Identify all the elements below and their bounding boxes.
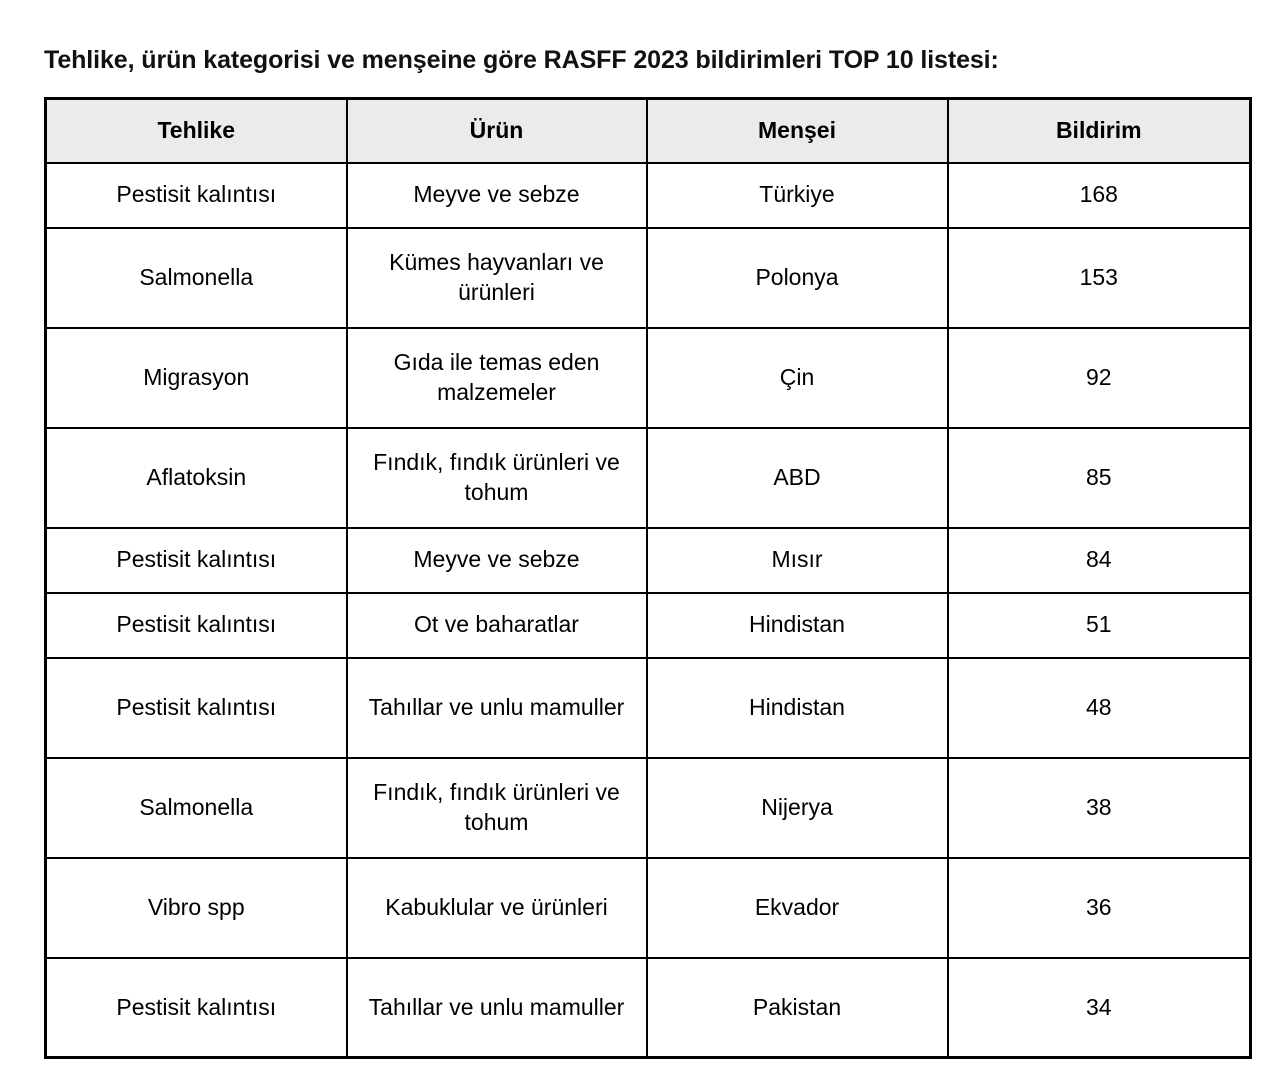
table-container: [44, 97, 1249, 1059]
column-header-bildirim: Bildirim: [948, 99, 1251, 163]
cell-text-bildirim: 168: [1079, 181, 1118, 208]
cell-text-mensei: Pakistan: [752, 993, 842, 1020]
cell-text-bildirim: 92: [1085, 363, 1112, 390]
cell-text-bildirim: 38: [1085, 793, 1112, 820]
table-row: [46, 528, 1251, 593]
cell-bildirim: [948, 228, 1251, 328]
cell-text-mensei: Mısır: [771, 546, 823, 573]
cell-bildirim: [948, 528, 1251, 593]
cell-mensei: [647, 658, 948, 758]
cell-text-urun: Fındık, fındık ürünleri ve tohum: [373, 779, 620, 835]
cell-text-mensei: Çin: [779, 363, 815, 390]
cell-text-mensei: Türkiye: [759, 181, 835, 208]
cell-tehlike: [46, 958, 347, 1058]
page-title: Tehlike, ürün kategorisi ve menşeine göre RASFF 2023 bildirimleri TOP 10 listesi:: [44, 45, 999, 74]
cell-tehlike: [46, 858, 347, 958]
cell-bildirim: [948, 593, 1251, 658]
cell-tehlike: [46, 658, 347, 758]
cell-urun: [347, 228, 647, 328]
cell-bildirim: [948, 658, 1251, 758]
cell-urun: [347, 858, 647, 958]
cell-text-mensei: Hindistan: [749, 693, 845, 720]
cell-text-bildirim: 36: [1085, 893, 1112, 920]
cell-bildirim: [948, 163, 1251, 228]
cell-text-bildirim: 48: [1085, 693, 1112, 720]
cell-urun: [347, 328, 647, 428]
cell-text-bildirim: 84: [1085, 546, 1112, 573]
cell-text-tehlike: Pestisit kalıntısı: [116, 993, 277, 1020]
table-row: [46, 958, 1251, 1058]
cell-mensei: [647, 858, 948, 958]
cell-text-bildirim: 51: [1085, 611, 1112, 638]
table-row: [46, 328, 1251, 428]
rasff-top10-table: [44, 97, 1252, 1059]
cell-tehlike: [46, 328, 347, 428]
table-row: [46, 593, 1251, 658]
cell-tehlike: [46, 593, 347, 658]
cell-text-tehlike: Pestisit kalıntısı: [116, 611, 277, 638]
cell-text-mensei: ABD: [773, 463, 821, 490]
cell-mensei: [647, 328, 948, 428]
cell-text-urun: Tahıllar ve unlu mamuller: [368, 693, 625, 720]
cell-urun: [347, 528, 647, 593]
cell-text-tehlike: Pestisit kalıntısı: [116, 546, 277, 573]
table-row: [46, 858, 1251, 958]
cell-text-mensei: Polonya: [755, 263, 839, 290]
cell-text-tehlike: Aflatoksin: [146, 463, 247, 490]
column-header-tehlike: Tehlike: [46, 99, 347, 163]
cell-text-bildirim: 85: [1085, 463, 1112, 490]
table-row: [46, 228, 1251, 328]
cell-tehlike: [46, 528, 347, 593]
cell-text-mensei: Ekvador: [754, 893, 840, 920]
cell-text-tehlike: Salmonella: [139, 263, 254, 290]
table-body: [46, 163, 1251, 1058]
cell-bildirim: [948, 428, 1251, 528]
cell-urun: [347, 163, 647, 228]
cell-bildirim: [948, 958, 1251, 1058]
cell-text-urun: Gıda ile temas eden malzemeler: [393, 349, 600, 405]
cell-text-urun: Meyve ve sebze: [413, 546, 580, 573]
table-header-row: [46, 99, 1251, 163]
cell-bildirim: [948, 328, 1251, 428]
cell-urun: [347, 428, 647, 528]
cell-bildirim: [948, 858, 1251, 958]
cell-tehlike: [46, 428, 347, 528]
table-header: [46, 99, 1251, 163]
table-row: [46, 163, 1251, 228]
table-row: [46, 758, 1251, 858]
cell-urun: [347, 758, 647, 858]
column-header-mensei: Menşei: [647, 99, 948, 163]
cell-bildirim: [948, 758, 1251, 858]
cell-mensei: [647, 428, 948, 528]
cell-text-urun: Kabuklular ve ürünleri: [385, 893, 608, 920]
cell-text-tehlike: Salmonella: [139, 793, 254, 820]
table-row: [46, 428, 1251, 528]
cell-text-tehlike: Pestisit kalıntısı: [116, 181, 277, 208]
cell-text-urun: Fındık, fındık ürünleri ve tohum: [373, 449, 620, 505]
cell-text-urun: Ot ve baharatlar: [414, 611, 579, 638]
cell-mensei: [647, 228, 948, 328]
table-row: [46, 658, 1251, 758]
cell-mensei: [647, 163, 948, 228]
cell-mensei: [647, 958, 948, 1058]
cell-mensei: [647, 593, 948, 658]
cell-text-tehlike: Migrasyon: [143, 363, 250, 390]
cell-mensei: [647, 758, 948, 858]
cell-text-urun: Meyve ve sebze: [413, 181, 580, 208]
cell-text-mensei: Hindistan: [749, 611, 845, 638]
cell-text-urun: Tahıllar ve unlu mamuller: [368, 993, 625, 1020]
cell-mensei: [647, 528, 948, 593]
cell-urun: [347, 958, 647, 1058]
cell-tehlike: [46, 163, 347, 228]
cell-urun: [347, 593, 647, 658]
cell-text-urun: Kümes hayvanları ve ürünleri: [389, 249, 604, 305]
cell-text-bildirim: 34: [1085, 993, 1112, 1020]
cell-text-tehlike: Vibro spp: [147, 893, 245, 920]
cell-urun: [347, 658, 647, 758]
cell-text-tehlike: Pestisit kalıntısı: [116, 693, 277, 720]
cell-tehlike: [46, 758, 347, 858]
column-header-urun: Ürün: [347, 99, 647, 163]
cell-tehlike: [46, 228, 347, 328]
cell-text-mensei: Nijerya: [761, 793, 833, 820]
cell-text-bildirim: 153: [1079, 263, 1118, 290]
